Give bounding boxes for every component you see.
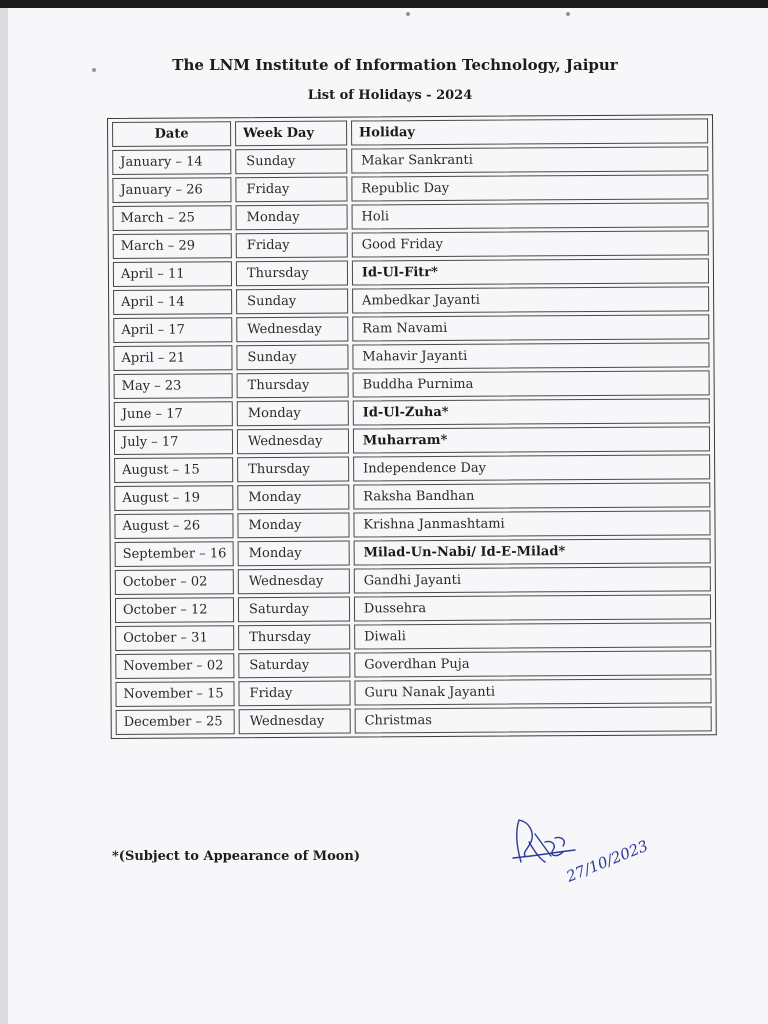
weekday-cell: Friday	[235, 177, 347, 203]
holiday-cell: Gandhi Jayanti	[354, 566, 711, 593]
signature-date: 27/10/2023	[563, 836, 651, 886]
table-row	[116, 706, 712, 735]
weekday-cell: Monday	[236, 205, 348, 231]
table-row	[115, 538, 711, 567]
date-cell: April – 14	[113, 289, 232, 315]
table-header-row	[112, 118, 708, 147]
table-row	[115, 650, 711, 679]
table-row	[113, 202, 709, 231]
table-row	[113, 230, 709, 259]
date-cell: August – 26	[114, 513, 233, 539]
header-week-day: Week Day	[235, 121, 347, 147]
scan-speck	[566, 12, 570, 16]
date-cell: June – 17	[114, 401, 233, 427]
date-cell: April – 21	[113, 345, 232, 371]
holiday-cell: Holi	[351, 202, 708, 229]
weekday-cell: Saturday	[238, 653, 350, 679]
table-row	[112, 174, 708, 203]
holiday-table-container	[107, 114, 717, 739]
table-row	[114, 426, 710, 455]
holiday-cell: Mahavir Jayanti	[352, 342, 709, 369]
weekday-cell: Wednesday	[236, 317, 348, 343]
date-cell: April – 11	[113, 261, 232, 287]
table-row	[114, 454, 710, 483]
weekday-cell: Thursday	[238, 625, 350, 651]
scan-top-edge	[0, 0, 768, 8]
holiday-cell: Good Friday	[352, 230, 709, 257]
scan-speck	[406, 12, 410, 16]
table-row	[115, 566, 711, 595]
holiday-cell: Krishna Janmashtami	[353, 510, 710, 537]
date-cell: March – 25	[113, 205, 232, 231]
header-holiday: Holiday	[351, 118, 708, 145]
date-cell: October – 02	[115, 569, 234, 595]
weekday-cell: Monday	[237, 513, 349, 539]
date-cell: May – 23	[114, 373, 233, 399]
table-row	[114, 482, 710, 511]
date-cell: August – 15	[114, 457, 233, 483]
holiday-cell: Dussehra	[354, 594, 711, 621]
table-row	[114, 510, 710, 539]
holiday-cell: Id-Ul-Zuha*	[353, 398, 710, 425]
holiday-cell: Diwali	[354, 622, 711, 649]
table-row	[114, 370, 710, 399]
date-cell: September – 16	[115, 541, 234, 567]
holiday-cell: Guru Nanak Jayanti	[354, 678, 711, 705]
table-row	[115, 622, 711, 651]
holiday-table	[107, 114, 717, 739]
table-row	[112, 146, 708, 175]
holiday-cell: Independence Day	[353, 454, 710, 481]
date-cell: October – 31	[115, 625, 234, 651]
signature-icon	[505, 812, 675, 902]
holiday-cell: Christmas	[355, 706, 712, 733]
weekday-cell: Wednesday	[238, 569, 350, 595]
weekday-cell: Sunday	[236, 345, 348, 371]
institute-title: The LNM Institute of Information Technology, Jaipur	[172, 56, 618, 74]
holiday-cell: Makar Sankranti	[351, 146, 708, 173]
date-cell: January – 26	[112, 177, 231, 203]
weekday-cell: Friday	[236, 233, 348, 259]
holiday-cell: Muharram*	[353, 426, 710, 453]
weekday-cell: Sunday	[236, 289, 348, 315]
holiday-cell: Buddha Purnima	[352, 370, 709, 397]
weekday-cell: Thursday	[236, 261, 348, 287]
date-cell: November – 15	[115, 681, 234, 707]
weekday-cell: Wednesday	[239, 709, 351, 735]
table-row	[114, 398, 710, 427]
date-cell: March – 29	[113, 233, 232, 259]
date-cell: November – 02	[115, 653, 234, 679]
date-cell: April – 17	[113, 317, 232, 343]
weekday-cell: Monday	[237, 401, 349, 427]
weekday-cell: Thursday	[237, 373, 349, 399]
weekday-cell: Wednesday	[237, 429, 349, 455]
holiday-cell: Id-Ul-Fitr*	[352, 258, 709, 285]
date-cell: July – 17	[114, 429, 233, 455]
holiday-cell: Raksha Bandhan	[353, 482, 710, 509]
weekday-cell: Saturday	[238, 597, 350, 623]
holiday-cell: Republic Day	[351, 174, 708, 201]
header-date: Date	[112, 121, 231, 147]
table-row	[115, 678, 711, 707]
moon-footnote: *(Subject to Appearance of Moon)	[112, 849, 361, 864]
date-cell: August – 19	[114, 485, 233, 511]
table-row	[113, 342, 709, 371]
table-row	[113, 258, 709, 287]
date-cell: January – 14	[112, 149, 231, 175]
table-row	[113, 286, 709, 315]
table-row	[113, 314, 709, 343]
holiday-cell: Goverdhan Puja	[354, 650, 711, 677]
weekday-cell: Monday	[237, 485, 349, 511]
weekday-cell: Sunday	[235, 149, 347, 175]
holiday-list-subtitle: List of Holidays - 2024	[307, 88, 473, 103]
holiday-cell: Milad-Un-Nabi/ Id-E-Milad*	[353, 538, 710, 565]
weekday-cell: Thursday	[237, 457, 349, 483]
table-row	[115, 594, 711, 623]
weekday-cell: Friday	[238, 681, 350, 707]
weekday-cell: Monday	[238, 541, 350, 567]
date-cell: December – 25	[116, 709, 235, 735]
date-cell: October – 12	[115, 597, 234, 623]
holiday-cell: Ram Navami	[352, 314, 709, 341]
holiday-cell: Ambedkar Jayanti	[352, 286, 709, 313]
